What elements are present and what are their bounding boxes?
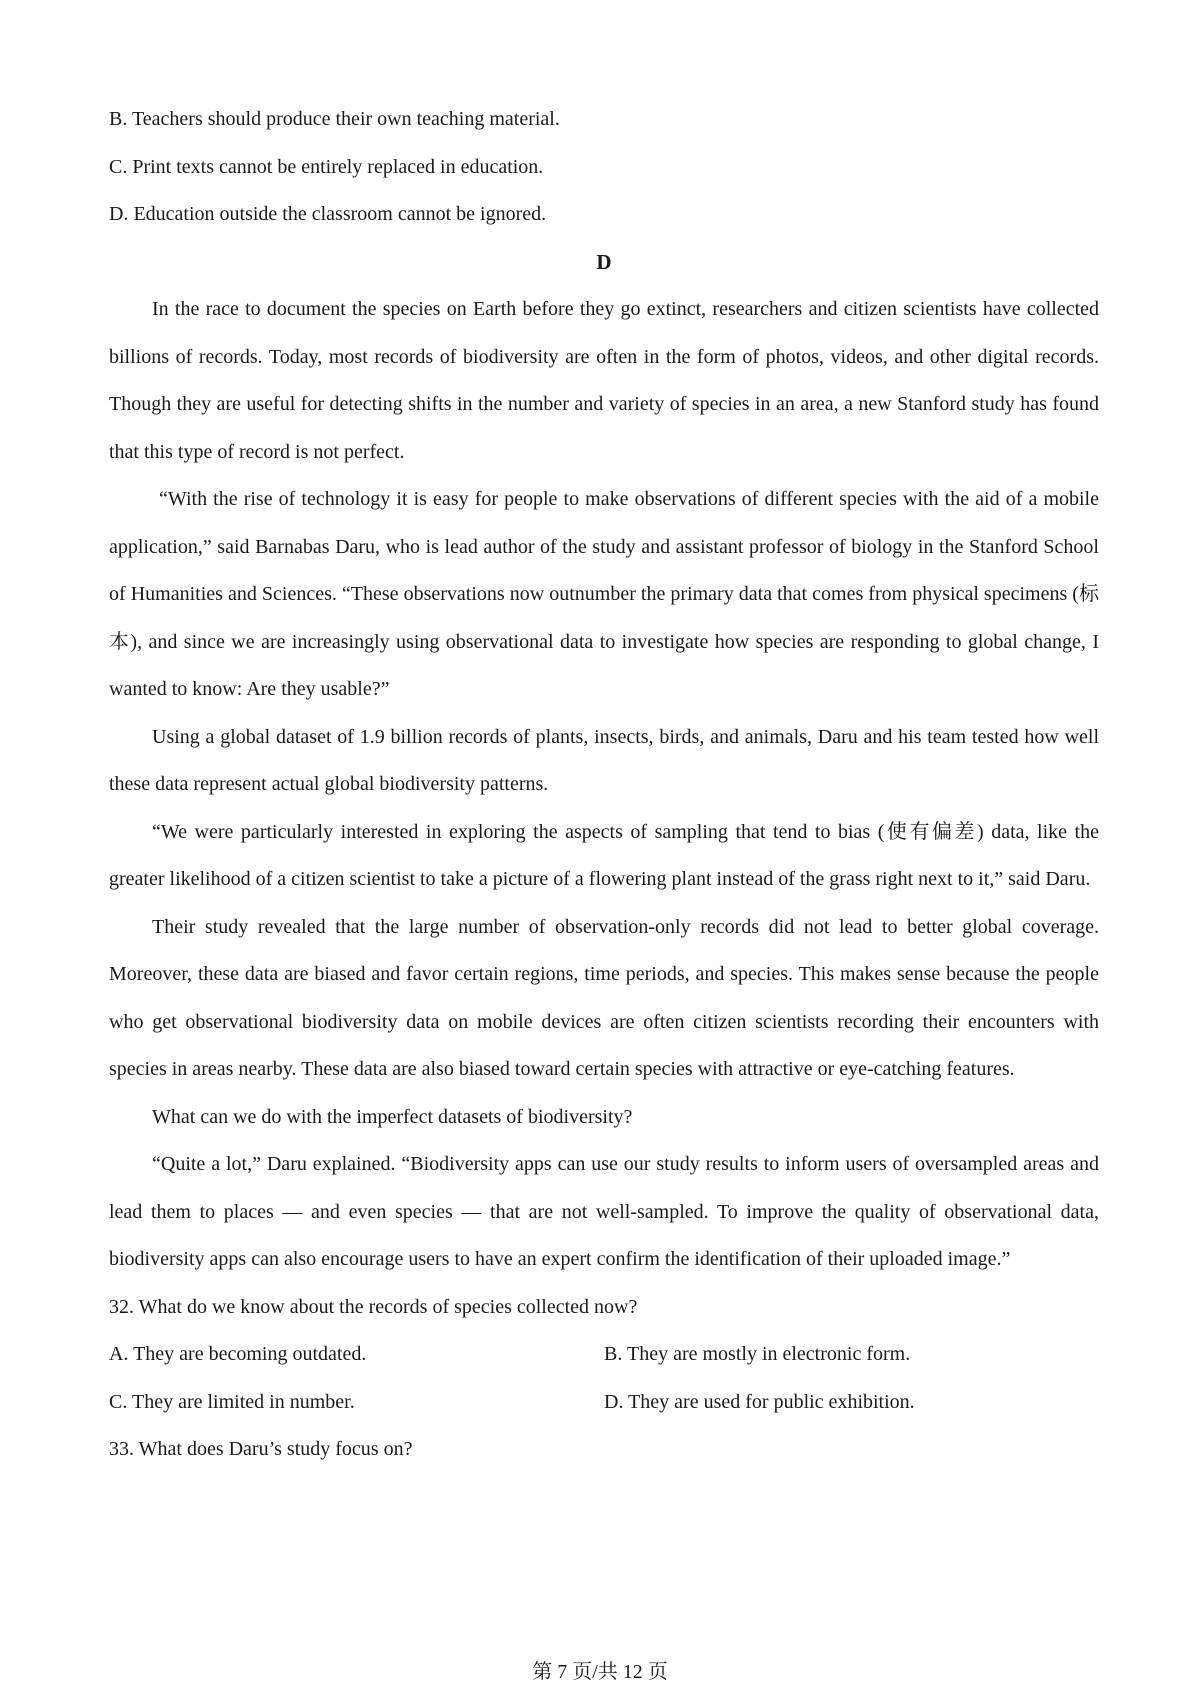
passage-paragraph-5: Their study revealed that the large number of observation-only records did not lead to better global coverage. Moreover, these data are biased and favor certain regions, time periods, and species. This makes sense because the people who get observational biodiversity data on mobile devices are often citizen scientists recording their encounters with species in areas nearby. These data are also biased toward certain species with attractive or eye-catching features. [109,915,1099,1080]
question-32-option-c: C. They are limited in number. [109,1390,355,1413]
question-32-option-a: A. They are becoming outdated. [109,1343,367,1365]
question-32-option-d: D. They are used for public exhibition. [604,1390,915,1413]
prev-option-c: C. Print texts cannot be entirely replaced in education. [109,155,544,178]
prev-option-d: D. Education outside the classroom cannot be ignored. [109,203,547,225]
question-33-stem: 33. What does Daru’s study focus on? [109,1438,413,1460]
page-number-footer: 第 7 页/共 12 页 [532,1661,668,1683]
question-32-options-row-2 [109,1379,1099,1427]
passage-paragraph-4: “We were particularly interested in exploring the aspects of sampling that tend to bias (使有偏差) data, like the greater likelihood of a citizen scientist to take a picture of a flowering plant instead of the grass right next to it,” said Daru. [109,820,1099,890]
passage-paragraph-2: “With the rise of technology it is easy for people to make observations of different species with the aid of a mobile application,” said Barnabas Daru, who is lead author of the study and assistant professor of biology in the Stanford School of Humanities and Sciences. “These observations now outnumber the primary data that comes from physical specimens (标本), and since we are increasingly using observational data to investigate how species are responding to global change, I wanted to know: Are they usable?” [109,488,1099,700]
passage-paragraph-1: In the race to document the species on Earth before they go extinct, researchers and citizen scientists have collected billions of records. Today, most records of biodiversity are often in the form of photos, videos, and other digital records. Though they are useful for detecting shifts in the number and variety of species in an area, a new Stanford study has found that this type of record is not perfect. [109,298,1099,463]
passage-paragraph-6: What can we do with the imperfect datasets of biodiversity? [152,1105,633,1128]
question-32-stem: 32. What do we know about the records of species collected now? [109,1295,638,1318]
exam-page [109,96,1099,1474]
passage-paragraph-3: Using a global dataset of 1.9 billion records of plants, insects, birds, and animals, Daru and his team tested how well these data represent actual global biodiversity patterns. [109,725,1099,795]
question-32-option-b: B. They are mostly in electronic form. [604,1343,911,1365]
passage-paragraph-7: “Quite a lot,” Daru explained. “Biodiversity apps can use our study results to inform users of oversampled areas and lead them to places — and even species — that are not well-sampled. To improve the quality of observational data, biodiversity apps can also encourage users to have an expert confirm the identification of their uploaded image.” [109,1153,1099,1270]
section-heading: D [596,249,612,274]
question-32-options-row-1 [109,1331,1099,1379]
prev-option-b: B. Teachers should produce their own teaching material. [109,108,560,130]
